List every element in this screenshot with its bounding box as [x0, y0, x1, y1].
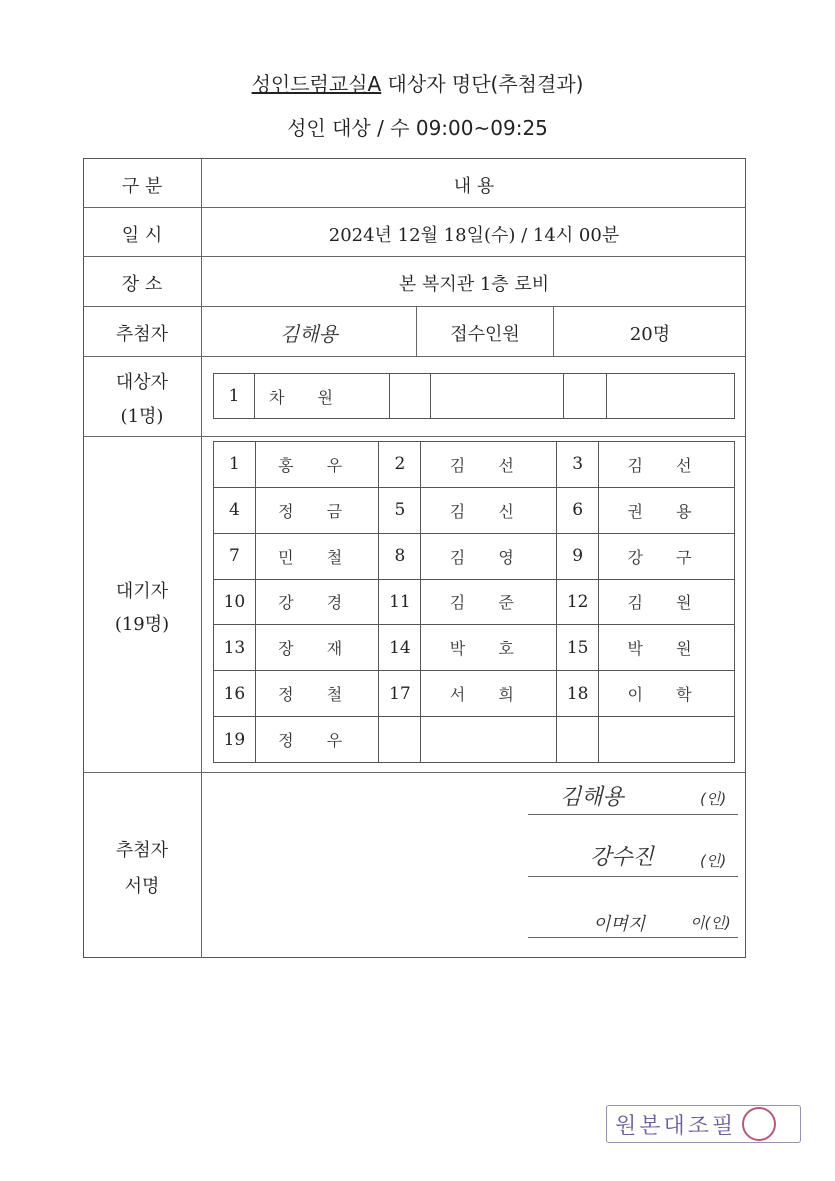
signature-line: [528, 937, 738, 938]
drawer-label: 추첨자: [115, 324, 169, 345]
applicants-value: 20명: [629, 324, 671, 345]
row-divider: [83, 356, 746, 357]
empty-cell: [379, 717, 421, 763]
waitlist-count: (19명): [114, 614, 170, 635]
waitlist-number: 5: [379, 487, 421, 533]
place-label: 장 소: [121, 274, 163, 295]
drawer-signature: 김해용: [280, 322, 338, 346]
empty-cell: [390, 374, 431, 419]
signature-label-line2: 서명: [124, 876, 160, 897]
place-value: 본 복지관 1층 로비: [398, 274, 550, 295]
document-title: [0, 68, 835, 97]
document-subtitle: 성인 대상 / 수 09:00~09:25: [287, 116, 548, 140]
waitlist-row: [214, 533, 735, 579]
selected-grid: [213, 373, 735, 419]
selected-number: 1: [214, 374, 255, 419]
waitlist-number: 19: [214, 717, 256, 763]
signature-3-name: 이며지: [593, 914, 646, 935]
waitlist-name: 김 선: [421, 442, 557, 488]
waitlist-number: 7: [214, 533, 256, 579]
applicants-label: 접수인원: [450, 324, 520, 345]
date-value: 2024년 12월 18일(수) / 14시 00분: [328, 225, 620, 246]
signature-2-name: 강수진: [590, 845, 654, 870]
waitlist-name: 박 원: [599, 625, 735, 671]
waitlist-name: 강 경: [255, 579, 379, 625]
signature-label-line1: 추첨자: [115, 840, 169, 861]
waitlist-number: 16: [214, 671, 256, 717]
selected-name: 차 원: [255, 374, 390, 419]
selected-count: (1명): [120, 406, 164, 427]
waitlist-name: 김 신: [421, 487, 557, 533]
signature-1-name: 김해용: [560, 785, 624, 810]
row-divider: [83, 772, 746, 773]
seal-icon: [742, 1107, 776, 1141]
row-divider: [83, 306, 746, 307]
empty-cell: [564, 374, 607, 419]
waitlist-number: 8: [379, 533, 421, 579]
waitlist-number: 10: [214, 579, 256, 625]
waitlist-name: 김 영: [421, 533, 557, 579]
row-divider: [83, 436, 746, 437]
waitlist-name: 김 준: [421, 579, 557, 625]
waitlist-name: 김 선: [599, 442, 735, 488]
waitlist-number: 6: [557, 487, 599, 533]
waitlist-grid: [213, 441, 735, 763]
waitlist-name: 서 희: [421, 671, 557, 717]
date-label: 일 시: [121, 225, 163, 246]
waitlist-name: 박 호: [421, 625, 557, 671]
waitlist-row: [214, 625, 735, 671]
row-divider: [83, 207, 746, 208]
waitlist-number: 12: [557, 579, 599, 625]
stamp-text: 원본대조필: [615, 1113, 737, 1139]
waitlist-number: 3: [557, 442, 599, 488]
waitlist-name: 정 금: [255, 487, 379, 533]
waitlist-row: [214, 671, 735, 717]
waitlist-name: 김 원: [599, 579, 735, 625]
waitlist-name: 민 철: [255, 533, 379, 579]
waitlist-row: [214, 579, 735, 625]
waitlist-name: 강 구: [599, 533, 735, 579]
empty-cell: [599, 717, 735, 763]
selected-label: 대상자: [115, 372, 169, 393]
waitlist-number: 18: [557, 671, 599, 717]
certified-copy-stamp: [606, 1105, 801, 1143]
waitlist-number: 15: [557, 625, 599, 671]
waitlist-name: 이 학: [599, 671, 735, 717]
row-divider: [83, 256, 746, 257]
empty-cell: [431, 374, 564, 419]
empty-cell: [607, 374, 735, 419]
waitlist-name: 정 우: [255, 717, 379, 763]
waitlist-name: 장 재: [255, 625, 379, 671]
waitlist-row: [214, 717, 735, 763]
title-class-name: 성인드럼교실A: [251, 72, 382, 96]
waitlist-number: 11: [379, 579, 421, 625]
waitlist-number: 9: [557, 533, 599, 579]
waitlist-name: 정 철: [255, 671, 379, 717]
waitlist-number: 17: [379, 671, 421, 717]
waitlist-name: 홍 우: [255, 442, 379, 488]
waitlist-number: 1: [214, 442, 256, 488]
header-label: 구 분: [121, 176, 163, 197]
empty-cell: [421, 717, 557, 763]
waitlist-label: 대기자: [115, 581, 169, 602]
waitlist-name: 권 용: [599, 487, 735, 533]
header-value: 내 용: [453, 176, 495, 197]
waitlist-number: 4: [214, 487, 256, 533]
signature-line: [528, 814, 738, 815]
signature-line: [528, 876, 738, 877]
waitlist-number: 2: [379, 442, 421, 488]
empty-cell: [557, 717, 599, 763]
signature-1-mark: (인): [700, 790, 727, 808]
waitlist-row: [214, 487, 735, 533]
waitlist-row: [214, 442, 735, 488]
waitlist-number: 13: [214, 625, 256, 671]
signature-2-mark: (인): [700, 852, 727, 870]
signature-3-mark: 이(인): [690, 914, 731, 932]
waitlist-number: 14: [379, 625, 421, 671]
title-rest: 대상자 명단(추첨결과): [381, 72, 584, 96]
